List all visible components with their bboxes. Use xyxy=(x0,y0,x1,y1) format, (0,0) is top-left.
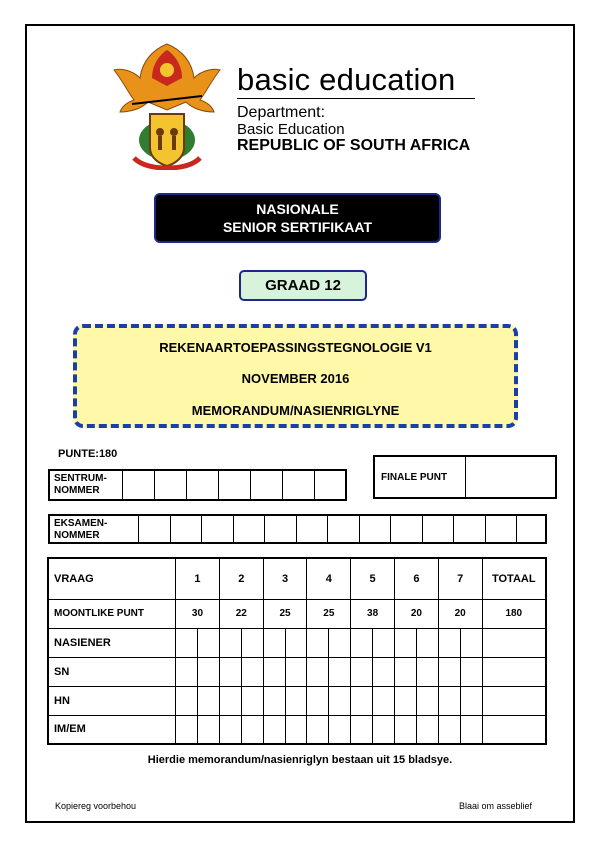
mark-cell[interactable] xyxy=(438,686,460,715)
final-mark-field xyxy=(373,455,557,499)
exam-number-field xyxy=(48,514,547,544)
mark-cell[interactable] xyxy=(373,657,395,686)
mark-cell[interactable] xyxy=(416,657,438,686)
mark-cell[interactable] xyxy=(285,686,307,715)
mark-cell[interactable] xyxy=(241,628,263,657)
mark-cell[interactable] xyxy=(241,657,263,686)
mark-cell[interactable] xyxy=(460,657,482,686)
marker-row-label: NASIENER xyxy=(48,628,176,657)
total-header: TOTAAL xyxy=(482,558,546,599)
exam-number-digit-box[interactable] xyxy=(138,516,170,542)
mark-cell[interactable] xyxy=(176,628,198,657)
mark-cell[interactable] xyxy=(241,686,263,715)
possible-mark: 25 xyxy=(263,599,307,628)
question-number: 3 xyxy=(263,558,307,599)
mark-cell[interactable] xyxy=(395,657,417,686)
exam-number-digit-box[interactable] xyxy=(201,516,233,542)
mark-cell[interactable] xyxy=(263,657,285,686)
mark-cell[interactable] xyxy=(197,628,219,657)
exam-number-digit-box[interactable] xyxy=(359,516,391,542)
table-row xyxy=(48,628,546,657)
mark-cell[interactable] xyxy=(416,715,438,744)
possible-mark: 22 xyxy=(219,599,263,628)
country-name: REPUBLIC OF SOUTH AFRICA xyxy=(237,137,471,154)
subject-name: REKENAARTOEPASSINGSTEGNOLOGIE V1 xyxy=(159,340,432,355)
question-number: 4 xyxy=(307,558,351,599)
question-number: 1 xyxy=(176,558,220,599)
mark-cell[interactable] xyxy=(197,686,219,715)
mark-cell[interactable] xyxy=(416,628,438,657)
mark-cell[interactable] xyxy=(263,686,285,715)
certificate-title-line2: SENIOR SERTIFIKAAT xyxy=(222,219,373,235)
marks-table xyxy=(47,557,547,745)
table-row xyxy=(48,686,546,715)
mark-cell[interactable] xyxy=(307,686,329,715)
table-row xyxy=(48,715,546,744)
mark-cell[interactable] xyxy=(438,715,460,744)
mark-cell[interactable] xyxy=(482,628,546,657)
exam-number-digit-box[interactable] xyxy=(453,516,485,542)
possible-total: 180 xyxy=(482,599,546,628)
mark-cell[interactable] xyxy=(329,715,351,744)
centre-number-digit-box[interactable] xyxy=(282,471,314,499)
exam-number-digit-box[interactable] xyxy=(390,516,422,542)
mark-cell[interactable] xyxy=(373,715,395,744)
grade-badge: GRAAD 12 xyxy=(239,270,367,301)
question-number: 6 xyxy=(395,558,439,599)
marker-row-label: HN xyxy=(48,686,176,715)
marker-row-label: IM/EM xyxy=(48,715,176,744)
mark-cell[interactable] xyxy=(482,715,546,744)
centre-number-digit-box[interactable] xyxy=(250,471,282,499)
possible-mark: 25 xyxy=(307,599,351,628)
mark-cell[interactable] xyxy=(329,657,351,686)
exam-number-digit-box[interactable] xyxy=(422,516,454,542)
mark-cell[interactable] xyxy=(460,715,482,744)
mark-cell[interactable] xyxy=(285,657,307,686)
centre-number-digit-box[interactable] xyxy=(314,471,345,499)
possible-mark: 30 xyxy=(176,599,220,628)
page-count-note: Hierdie memorandum/nasienriglyn bestaan uit 15 bladsye. xyxy=(147,754,453,766)
mark-cell[interactable] xyxy=(416,686,438,715)
exam-number-digit-box[interactable] xyxy=(327,516,359,542)
mark-cell[interactable] xyxy=(395,686,417,715)
mark-cell[interactable] xyxy=(351,686,373,715)
mark-cell[interactable] xyxy=(285,715,307,744)
mark-cell[interactable] xyxy=(176,715,198,744)
mark-cell[interactable] xyxy=(460,686,482,715)
possible-mark: 20 xyxy=(438,599,482,628)
centre-number-field xyxy=(48,469,347,501)
centre-number-digit-box[interactable] xyxy=(218,471,250,499)
mark-cell[interactable] xyxy=(263,628,285,657)
mark-cell[interactable] xyxy=(373,686,395,715)
subject-box xyxy=(73,324,518,428)
mark-cell[interactable] xyxy=(438,657,460,686)
certificate-title-line1: NASIONALE xyxy=(256,201,339,217)
mark-cell[interactable] xyxy=(460,628,482,657)
mark-cell[interactable] xyxy=(197,657,219,686)
mark-cell[interactable] xyxy=(307,628,329,657)
mark-cell[interactable] xyxy=(219,628,241,657)
exam-number-label: EKSAMEN- NOMMER xyxy=(54,518,108,541)
mark-cell[interactable] xyxy=(197,715,219,744)
exam-number-digit-box[interactable] xyxy=(516,516,545,542)
coat-of-arms-icon xyxy=(112,40,222,170)
mark-cell[interactable] xyxy=(329,628,351,657)
table-row xyxy=(48,657,546,686)
document-type: MEMORANDUM/NASIENRIGLYNE xyxy=(191,403,400,418)
mark-cell[interactable] xyxy=(351,657,373,686)
mark-cell[interactable] xyxy=(219,657,241,686)
centre-number-label: SENTRUM- NOMMER xyxy=(54,473,107,496)
total-marks-label: PUNTE:180 xyxy=(58,448,118,460)
centre-number-digit-box[interactable] xyxy=(122,471,154,499)
marker-row-label: SN xyxy=(48,657,176,686)
mark-cell[interactable] xyxy=(307,715,329,744)
mark-cell[interactable] xyxy=(373,628,395,657)
mark-cell[interactable] xyxy=(176,686,198,715)
mark-cell[interactable] xyxy=(482,686,546,715)
department-label: Department: xyxy=(237,104,326,121)
brand-name: basic education xyxy=(237,62,456,97)
possible-mark: 38 xyxy=(351,599,395,628)
exam-number-digit-box[interactable] xyxy=(264,516,296,542)
mark-cell[interactable] xyxy=(482,657,546,686)
mark-cell[interactable] xyxy=(395,715,417,744)
exam-number-digit-box[interactable] xyxy=(233,516,265,542)
certificate-title-box xyxy=(154,193,441,243)
mark-cell[interactable] xyxy=(351,628,373,657)
table-row xyxy=(48,599,546,628)
mark-cell[interactable] xyxy=(263,715,285,744)
exam-number-digit-box[interactable] xyxy=(296,516,328,542)
mark-cell[interactable] xyxy=(176,657,198,686)
question-number: 2 xyxy=(219,558,263,599)
turn-over-notice: Blaai om asseblief xyxy=(459,801,533,811)
mark-cell[interactable] xyxy=(329,686,351,715)
exam-date: NOVEMBER 2016 xyxy=(241,371,350,386)
table-row xyxy=(48,558,546,599)
question-number: 5 xyxy=(351,558,395,599)
mark-cell[interactable] xyxy=(307,657,329,686)
mark-cell[interactable] xyxy=(219,686,241,715)
copyright-notice: Kopiereg voorbehou xyxy=(55,801,137,811)
question-number: 7 xyxy=(438,558,482,599)
mark-cell[interactable] xyxy=(351,715,373,744)
mark-cell[interactable] xyxy=(219,715,241,744)
mark-cell[interactable] xyxy=(395,628,417,657)
mark-cell[interactable] xyxy=(438,628,460,657)
department-name: Basic Education xyxy=(237,121,345,138)
possible-marks-label: MOONTLIKE PUNT xyxy=(48,599,176,628)
mark-cell[interactable] xyxy=(241,715,263,744)
mark-cell[interactable] xyxy=(285,628,307,657)
possible-mark: 20 xyxy=(395,599,439,628)
question-header: VRAAG xyxy=(48,558,176,599)
final-mark-box[interactable] xyxy=(465,457,555,497)
brand-underline xyxy=(237,98,475,99)
exam-number-digit-box[interactable] xyxy=(170,516,202,542)
centre-number-digit-box[interactable] xyxy=(186,471,218,499)
exam-number-digit-box[interactable] xyxy=(485,516,517,542)
final-mark-label: FINALE PUNT xyxy=(381,472,448,483)
centre-number-digit-box[interactable] xyxy=(154,471,186,499)
